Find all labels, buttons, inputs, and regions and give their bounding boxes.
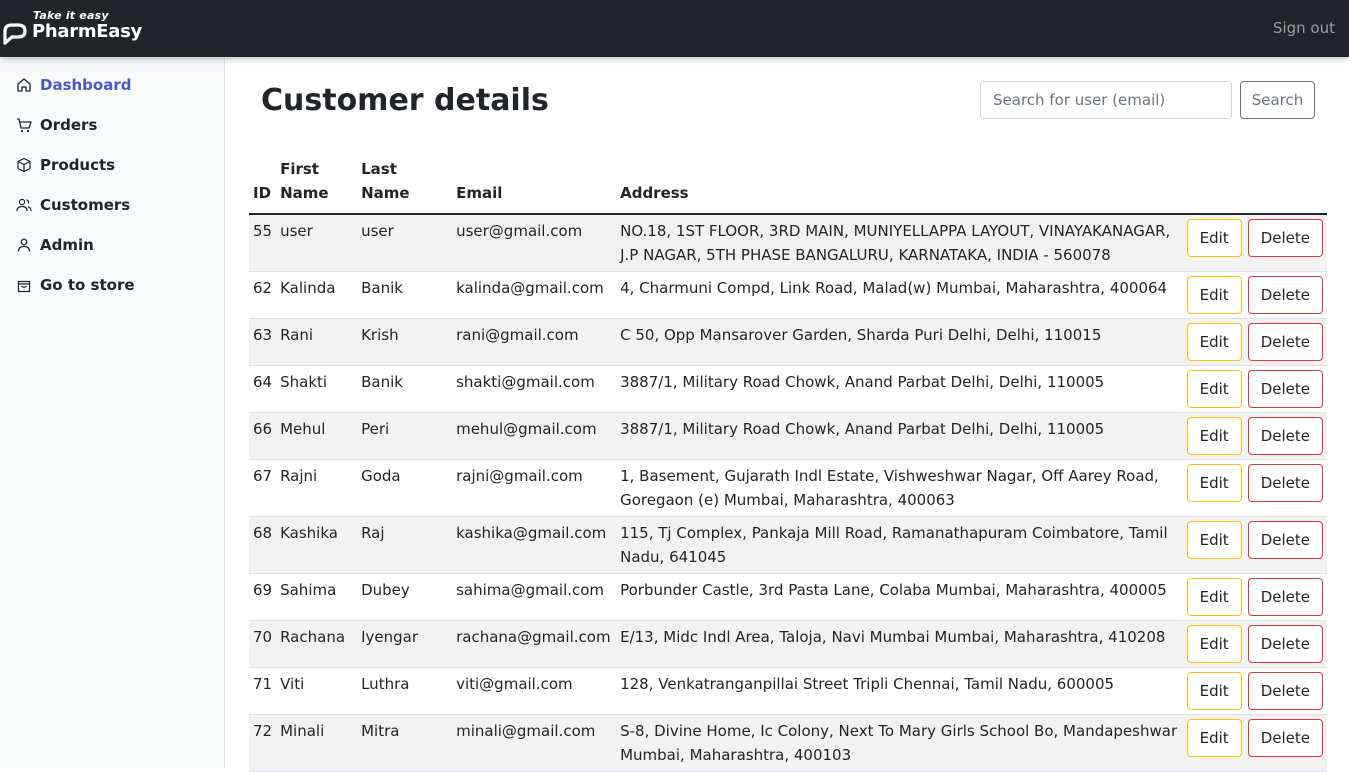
- delete-button[interactable]: Delete: [1248, 370, 1323, 408]
- cell-id: 72: [249, 715, 276, 772]
- table-row: [249, 413, 1327, 460]
- cell-address: NO.18, 1ST FLOOR, 3RD MAIN, MUNIYELLAPPA LAYOUT, VINAYAKANAGAR, J.P NAGAR, 5TH PHASE BANGALURU, KARNATAKA, INDIA - 560078: [616, 214, 1185, 272]
- cell-email: user@gmail.com: [452, 214, 616, 272]
- edit-button[interactable]: Edit: [1187, 464, 1242, 502]
- column-header-actions: [1185, 153, 1327, 214]
- customers-table: [249, 153, 1327, 772]
- sidebar-item-label: Dashboard: [40, 76, 132, 94]
- cell-actions: [1185, 272, 1327, 319]
- cell-address: S-8, Divine Home, Ic Colony, Next To Mary Girls School Bo, Mandapeshwar Mumbai, Maharashtra, 400103: [616, 715, 1185, 772]
- cell-first-name: Mehul: [276, 413, 357, 460]
- cell-actions: [1185, 574, 1327, 621]
- edit-button[interactable]: Edit: [1187, 672, 1242, 710]
- page-title: Customer details: [261, 83, 549, 118]
- sidebar-item-admin[interactable]: [16, 233, 94, 257]
- column-header-email: Email: [452, 153, 616, 214]
- cell-actions: [1185, 517, 1327, 574]
- home-icon: [16, 77, 32, 93]
- cell-address: 1, Basement, Gujarath Indl Estate, Vishweshwar Nagar, Off Aarey Road, Goregaon (e) Mumbai, Maharashtra, 400063: [616, 460, 1185, 517]
- cell-id: 69: [249, 574, 276, 621]
- cell-email: rachana@gmail.com: [452, 621, 616, 668]
- cell-first-name: Rajni: [276, 460, 357, 517]
- cell-id: 71: [249, 668, 276, 715]
- sidebar-item-label: Admin: [40, 236, 94, 254]
- edit-button[interactable]: Edit: [1187, 625, 1242, 663]
- cell-email: sahima@gmail.com: [452, 574, 616, 621]
- cell-first-name: Kalinda: [276, 272, 357, 319]
- table-row: [249, 668, 1327, 715]
- cell-id: 70: [249, 621, 276, 668]
- cell-first-name: Rani: [276, 319, 357, 366]
- users-icon: [16, 197, 32, 213]
- box-icon: [16, 157, 32, 173]
- cell-id: 66: [249, 413, 276, 460]
- bag-icon: [16, 277, 32, 293]
- edit-button[interactable]: Edit: [1187, 417, 1242, 455]
- sidebar-item-label: Go to store: [40, 276, 135, 294]
- cell-address: 3887/1, Military Road Chowk, Anand Parbat Delhi, Delhi, 110005: [616, 413, 1185, 460]
- sidebar-item-customers[interactable]: [16, 193, 130, 217]
- table-row: [249, 715, 1327, 772]
- column-header-id: ID: [249, 153, 276, 214]
- cell-first-name: Viti: [276, 668, 357, 715]
- cell-actions: [1185, 668, 1327, 715]
- table-row: [249, 272, 1327, 319]
- sidebar-item-dashboard[interactable]: [16, 73, 131, 97]
- delete-button[interactable]: Delete: [1248, 719, 1323, 757]
- cell-actions: [1185, 460, 1327, 517]
- cell-email: shakti@gmail.com: [452, 366, 616, 413]
- delete-button[interactable]: Delete: [1248, 323, 1323, 361]
- brand-tagline: Take it easy: [33, 9, 109, 22]
- delete-button[interactable]: Delete: [1248, 417, 1323, 455]
- cell-actions: [1185, 715, 1327, 772]
- sign-out-link[interactable]: Sign out: [1272, 19, 1335, 37]
- column-header-last-name: Last Name: [357, 153, 452, 214]
- table-row: [249, 621, 1327, 668]
- cell-email: kalinda@gmail.com: [452, 272, 616, 319]
- sidebar-item-orders[interactable]: [16, 113, 97, 137]
- cell-id: 64: [249, 366, 276, 413]
- edit-button[interactable]: Edit: [1187, 719, 1242, 757]
- cell-last-name: Dubey: [357, 574, 452, 621]
- sidebar-item-products[interactable]: [16, 153, 115, 177]
- cell-first-name: Shakti: [276, 366, 357, 413]
- cell-actions: [1185, 214, 1327, 272]
- cell-address: 4, Charmuni Compd, Link Road, Malad(w) Mumbai, Maharashtra, 400064: [616, 272, 1185, 319]
- cell-address: E/13, Midc Indl Area, Taloja, Navi Mumbai Mumbai, Maharashtra, 410208: [616, 621, 1185, 668]
- edit-button[interactable]: Edit: [1187, 276, 1242, 314]
- edit-button[interactable]: Edit: [1187, 521, 1242, 559]
- delete-button[interactable]: Delete: [1248, 521, 1323, 559]
- cell-last-name: Raj: [357, 517, 452, 574]
- cell-first-name: Sahima: [276, 574, 357, 621]
- cell-actions: [1185, 621, 1327, 668]
- delete-button[interactable]: Delete: [1248, 219, 1323, 257]
- delete-button[interactable]: Delete: [1248, 276, 1323, 314]
- top-navbar: [0, 0, 1349, 57]
- brand-logo[interactable]: [0, 8, 155, 48]
- cell-actions: [1185, 366, 1327, 413]
- cell-first-name: Kashika: [276, 517, 357, 574]
- cell-email: rajni@gmail.com: [452, 460, 616, 517]
- search-button[interactable]: Search: [1240, 81, 1315, 119]
- table-header-row: [249, 153, 1327, 214]
- sidebar-item-label: Products: [40, 156, 116, 174]
- cell-address: 3887/1, Military Road Chowk, Anand Parbat Delhi, Delhi, 110005: [616, 366, 1185, 413]
- sidebar-item-go-to-store[interactable]: [16, 273, 135, 297]
- column-header-address: Address: [616, 153, 1185, 214]
- cell-actions: [1185, 319, 1327, 366]
- cell-last-name: Luthra: [357, 668, 452, 715]
- cell-last-name: Mitra: [357, 715, 452, 772]
- cell-last-name: Banik: [357, 366, 452, 413]
- cell-email: kashika@gmail.com: [452, 517, 616, 574]
- sidebar-item-label: Orders: [40, 116, 98, 134]
- cell-id: 55: [249, 214, 276, 272]
- cell-address: C 50, Opp Mansarover Garden, Sharda Puri Delhi, Delhi, 110015: [616, 319, 1185, 366]
- cell-last-name: user: [357, 214, 452, 272]
- cell-last-name: Banik: [357, 272, 452, 319]
- table-row: [249, 574, 1327, 621]
- cart-icon: [16, 117, 32, 133]
- cell-first-name: user: [276, 214, 357, 272]
- cell-address: 128, Venkatranganpillai Street Tripli Chennai, Tamil Nadu, 600005: [616, 668, 1185, 715]
- delete-button[interactable]: Delete: [1248, 625, 1323, 663]
- cell-last-name: Goda: [357, 460, 452, 517]
- edit-button[interactable]: Edit: [1187, 323, 1242, 361]
- cell-email: minali@gmail.com: [452, 715, 616, 772]
- cell-email: rani@gmail.com: [452, 319, 616, 366]
- cell-id: 63: [249, 319, 276, 366]
- delete-button[interactable]: Delete: [1248, 672, 1323, 710]
- cell-last-name: Iyengar: [357, 621, 452, 668]
- table-row: [249, 214, 1327, 272]
- delete-button[interactable]: Delete: [1248, 464, 1323, 502]
- table-row: [249, 517, 1327, 574]
- cell-address: Porbunder Castle, 3rd Pasta Lane, Colaba Mumbai, Maharashtra, 400005: [616, 574, 1185, 621]
- sidebar: [0, 57, 225, 768]
- sidebar-item-label: Customers: [40, 196, 131, 214]
- edit-button[interactable]: Edit: [1187, 219, 1242, 257]
- brand-name: PharmEasy: [32, 21, 142, 42]
- cell-email: mehul@gmail.com: [452, 413, 616, 460]
- cell-email: viti@gmail.com: [452, 668, 616, 715]
- table-row: [249, 366, 1327, 413]
- cell-last-name: Peri: [357, 413, 452, 460]
- cell-id: 62: [249, 272, 276, 319]
- table-row: [249, 319, 1327, 366]
- table-row: [249, 460, 1327, 517]
- cell-first-name: Rachana: [276, 621, 357, 668]
- edit-button[interactable]: Edit: [1187, 578, 1242, 616]
- cell-last-name: Krish: [357, 319, 452, 366]
- cell-first-name: Minali: [276, 715, 357, 772]
- search-input[interactable]: [980, 81, 1232, 119]
- user-icon: [16, 237, 32, 253]
- cell-address: 115, Tj Complex, Pankaja Mill Road, Ramanathapuram Coimbatore, Tamil Nadu, 641045: [616, 517, 1185, 574]
- main-content: [225, 57, 1349, 768]
- delete-button[interactable]: Delete: [1248, 578, 1323, 616]
- cell-id: 68: [249, 517, 276, 574]
- cell-id: 67: [249, 460, 276, 517]
- column-header-first-name: First Name: [276, 153, 357, 214]
- cell-actions: [1185, 413, 1327, 460]
- pharmeasy-logo-icon: [2, 21, 30, 45]
- edit-button[interactable]: Edit: [1187, 370, 1242, 408]
